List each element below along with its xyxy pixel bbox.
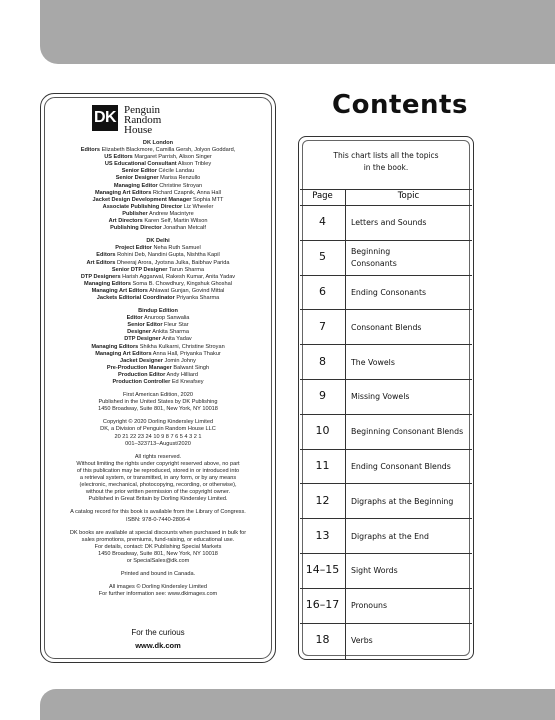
credit-role: Publishing Director [110, 225, 162, 232]
contents-intro: This chart lists all the topics in the book. [333, 151, 439, 172]
credit-line [46, 154, 270, 161]
credit-role: Designer [127, 329, 151, 336]
credit-line [46, 245, 270, 252]
credit-role: Managing Art Editors [95, 350, 152, 357]
credit-names: Anuroop Sanwalia [142, 315, 190, 322]
table-row-rule [300, 344, 472, 345]
table-header [300, 189, 472, 205]
credit-role: Managing Editors [84, 280, 131, 287]
table-row-rule [300, 518, 472, 519]
imprint-line: DK books are available at special discounts when purchased in bulk for [69, 529, 247, 536]
credit-names: Ankita Sharma [151, 329, 189, 336]
imprint-line: Published in the United States by DK Publishing [98, 399, 218, 406]
imprint-line: For details, contact: DK Publishing Special Markets [94, 543, 222, 550]
row-topic-line: The Vowels [351, 357, 395, 367]
credit-line [46, 351, 270, 358]
credit-role: Editor [126, 315, 143, 322]
credit-line [46, 372, 270, 379]
credit-names: Andrew Macintyre [147, 210, 194, 217]
row-topic-line: Beginning [351, 247, 391, 257]
credit-line [46, 183, 270, 190]
row-page-number: 13 [315, 528, 330, 542]
table-row-rule [300, 275, 472, 276]
row-topic [351, 496, 471, 508]
credit-names: Alison Tribley [176, 161, 212, 168]
credit-role: Managing Editors [91, 343, 139, 350]
credit-role: Editors [80, 147, 101, 154]
credit-names: Margaret Parrish, Alison Singer [132, 154, 212, 161]
imprint-line: Printed and bound in Canada. [120, 571, 196, 578]
imprint-line: a retrieval system, or transmitted, in any form, or by any means [79, 475, 237, 482]
imprint-line: All rights reserved. [134, 453, 182, 460]
table-row-rule [300, 309, 472, 310]
credit-names: Rohini Deb, Nandini Gupta, Nishtha Kapil [115, 252, 220, 259]
credit-line [46, 365, 270, 372]
credit-line [46, 204, 270, 211]
credit-role: Senior DTP Designer [111, 266, 168, 273]
credit-names: Harish Aggarwal, Rakesh Kumar, Anita Yadav [120, 273, 236, 280]
row-topic [351, 322, 471, 334]
credit-line [46, 295, 270, 302]
credit-names: Christine Stroyan [157, 182, 203, 189]
column-header-page: Page [312, 191, 333, 201]
credit-names: Priyanka Sharma [174, 294, 220, 301]
imprint-line: 1450 Broadway, Suite 801, New York, NY 10018 [98, 550, 218, 557]
row-topic-line: Letters and Sounds [351, 218, 427, 228]
credit-role: Production Editor [118, 371, 166, 378]
credit-role: Jacket Design Development Manager [92, 196, 192, 203]
imprint-line: of this publication may be reproduced, stored in or introduced into [76, 467, 240, 474]
credit-names: Ed Kneafsey [170, 379, 204, 385]
credit-role: Editors [96, 252, 116, 259]
row-page-number: 18 [315, 633, 330, 646]
imprint-line: A catalog record for this book is available from the Library of Congress. [70, 509, 246, 516]
credits-section-heading: Bindup Edition [138, 308, 178, 315]
credit-role: US Educational Consultant [104, 161, 177, 168]
row-page-number: 16–17 [305, 598, 340, 612]
row-topic [351, 565, 471, 577]
credit-names: Andy Hilliard [165, 371, 198, 378]
credit-names: Shikha Kulkarni, Christine Stroyan [138, 343, 225, 350]
credit-names: Richard Czapnik, Anna Hall [151, 189, 221, 196]
credit-names: Anita Yadav [160, 336, 192, 343]
row-topic-line: Pronouns [351, 601, 388, 611]
column-header-topic: Topic [397, 191, 420, 201]
row-page-number: 6 [319, 285, 326, 298]
imprint-line: sales promotions, premiums, fund-raising, or educational use. [81, 536, 235, 543]
credit-role: Jackets Editorial Coordinator [96, 294, 175, 301]
tagline: For the curious [131, 628, 185, 637]
credit-line [46, 175, 270, 182]
table-row-rule [300, 588, 472, 589]
credit-role: Associate Publishing Director [102, 203, 183, 210]
imprint-line: 001–323713–August/2020 [125, 440, 191, 447]
imprint-line: All images © Dorling Kindersley Limited [108, 584, 207, 591]
row-page-number: 10 [315, 424, 330, 438]
row-topic [351, 426, 471, 438]
row-topic-line: Digraphs at the Beginning [351, 496, 454, 506]
table-row-rule [300, 449, 472, 450]
credit-line [46, 322, 270, 329]
row-topic [351, 461, 471, 473]
credit-line [46, 315, 270, 322]
credit-role: Senior Designer [115, 175, 159, 182]
spacer [46, 598, 270, 604]
credit-line [46, 288, 270, 295]
credit-line [46, 147, 270, 154]
credit-names: Elizabeth Blackmore, Camilla Gersh, Jolyon Goddard, [100, 147, 236, 154]
imprint-line: 20 21 22 23 24 10 9 8 7 6 5 4 3 2 1 [114, 433, 202, 440]
credit-role: Pre-Production Manager [106, 364, 172, 371]
row-topic [351, 246, 471, 270]
row-topic-line: Ending Consonant Blends [351, 462, 451, 471]
imprint-line: First American Edition, 2020 [123, 392, 193, 399]
credit-names: Marisa Renzullo [158, 175, 201, 182]
imprint-line: without the prior written permission of the copyright owner. [85, 489, 231, 496]
credit-line [46, 281, 270, 288]
website-url: www.dk.com [135, 641, 181, 650]
row-topic-line: Sight Words [351, 566, 398, 576]
credit-role: Managing Art Editors [91, 287, 148, 294]
row-page-number: 7 [319, 319, 326, 333]
imprint-line: DK, a Division of Penguin Random House LLC [100, 426, 216, 433]
row-topic-line: Ending Consonants [351, 288, 427, 297]
credit-names: Liz Wheeler [182, 203, 214, 210]
table-row-rule [300, 414, 472, 415]
credit-line [46, 168, 270, 175]
row-page-number: 12 [315, 493, 330, 507]
credit-line [46, 252, 270, 259]
credit-line [46, 358, 270, 365]
row-topic [351, 287, 471, 299]
credit-names: Ahlawat Gunjan, Govind Mittal [147, 287, 225, 294]
credit-line [46, 336, 270, 343]
credit-role: Project Editor [115, 245, 152, 252]
credit-line [46, 344, 270, 351]
imprint-line: (electronic, mechanical, photocopying, recording, or otherwise), [79, 482, 237, 489]
credit-line [46, 267, 270, 274]
table-row-rule [300, 553, 472, 554]
bottom-footer-band [40, 689, 555, 720]
credit-role: Production Controller [112, 379, 171, 385]
credit-role: Jacket Designer [120, 357, 163, 364]
row-topic [351, 531, 471, 543]
row-topic [351, 357, 471, 369]
row-topic-line: Missing Vowels [351, 392, 410, 402]
credit-names: Karen Self, Martin Wilson [142, 218, 208, 225]
credit-names: Dheeraj Arora, Jyotsna Julka, Baibhav Parida [115, 259, 230, 266]
credit-names: Jomin Johny [162, 357, 196, 364]
imprint-line: Copyright © 2020 Dorling Kindersley Limited [102, 419, 214, 426]
credit-role: Publisher [122, 210, 148, 217]
table-row-rule [300, 205, 472, 206]
row-topic [351, 635, 471, 647]
row-topic [351, 391, 471, 403]
top-header-band [40, 0, 555, 64]
dk-logo-icon: DK [92, 105, 118, 131]
row-page-number: 4 [319, 215, 326, 229]
credits-text [46, 140, 270, 604]
credit-names: Tarun Sharma [167, 266, 205, 273]
credit-line [46, 211, 270, 218]
credit-role: DTP Designers [80, 273, 121, 280]
page-title: Contents [332, 90, 468, 120]
credit-names: Cécile Landau [156, 168, 195, 175]
credit-role: US Editors [104, 154, 133, 161]
credit-role: Senior Editor [121, 168, 157, 175]
row-topic-line: Consonants [351, 259, 397, 269]
credit-role: DTP Designer [124, 336, 161, 343]
credit-role: Art Editors [86, 259, 116, 266]
credit-role: Managing Art Editors [94, 189, 152, 196]
row-topic-line: Consonant Blends [351, 322, 422, 332]
table-row-rule [300, 623, 472, 624]
credit-line [46, 190, 270, 197]
credit-names: Balwant Singh [171, 364, 210, 371]
credit-line [46, 225, 270, 232]
credits-section-heading: DK Delhi [146, 238, 170, 245]
credit-names: Anna Hall, Priyanka Thakur [151, 350, 221, 357]
penguin-random-house-wordmark: Penguin Random House [124, 104, 162, 136]
row-topic-line: Beginning Consonant Blends [351, 427, 464, 437]
credit-line [46, 274, 270, 281]
table-row-rule [300, 483, 472, 484]
credits-section-heading: DK London [142, 140, 174, 146]
row-topic-line: Verbs [351, 636, 373, 645]
credit-role: Art Directors [108, 218, 143, 225]
credit-names: Neha Ruth Samuel [151, 245, 201, 252]
imprint-line: For further information see: www.dkimages.com [98, 591, 218, 598]
credit-names: Soma B. Chowdhury, Kingshuk Ghoshal [130, 280, 232, 287]
credit-line [46, 197, 270, 204]
imprint-line: ISBN: 978-0-7440-2806-4 [125, 516, 191, 523]
row-page-number: 11 [315, 459, 330, 472]
credit-names: Sophia MTT [191, 196, 224, 203]
credit-line [46, 260, 270, 267]
credit-role: Managing Editor [113, 182, 158, 189]
imprint-line: 1450 Broadway, Suite 801, New York, NY 10018 [98, 406, 218, 413]
credit-names: Jonathan Metcalf [161, 225, 206, 232]
row-page-number: 9 [319, 389, 326, 403]
imprint-line: Published in Great Britain by Dorling Kindersley Limited. [88, 496, 228, 503]
credit-line [46, 329, 270, 336]
row-page-number: 8 [319, 354, 326, 368]
row-topic-line: Digraphs at the End [351, 531, 429, 541]
credit-line [46, 379, 270, 386]
credit-line [46, 218, 270, 225]
table-row-rule [300, 379, 472, 380]
imprint-line: or SpecialSales@dk.com [126, 557, 190, 564]
row-topic [351, 217, 471, 229]
imprint-line: Without limiting the rights under copyright reserved above, no part [76, 460, 240, 467]
credit-role: Senior Editor [127, 322, 163, 329]
credit-line [46, 161, 270, 168]
dk-prh-logo [92, 105, 161, 135]
row-page-number: 5 [319, 250, 326, 264]
row-topic [351, 600, 471, 612]
row-page-number: 14–15 [305, 563, 340, 577]
credit-names: Fleur Star [162, 322, 189, 329]
table-row-rule [300, 240, 472, 241]
